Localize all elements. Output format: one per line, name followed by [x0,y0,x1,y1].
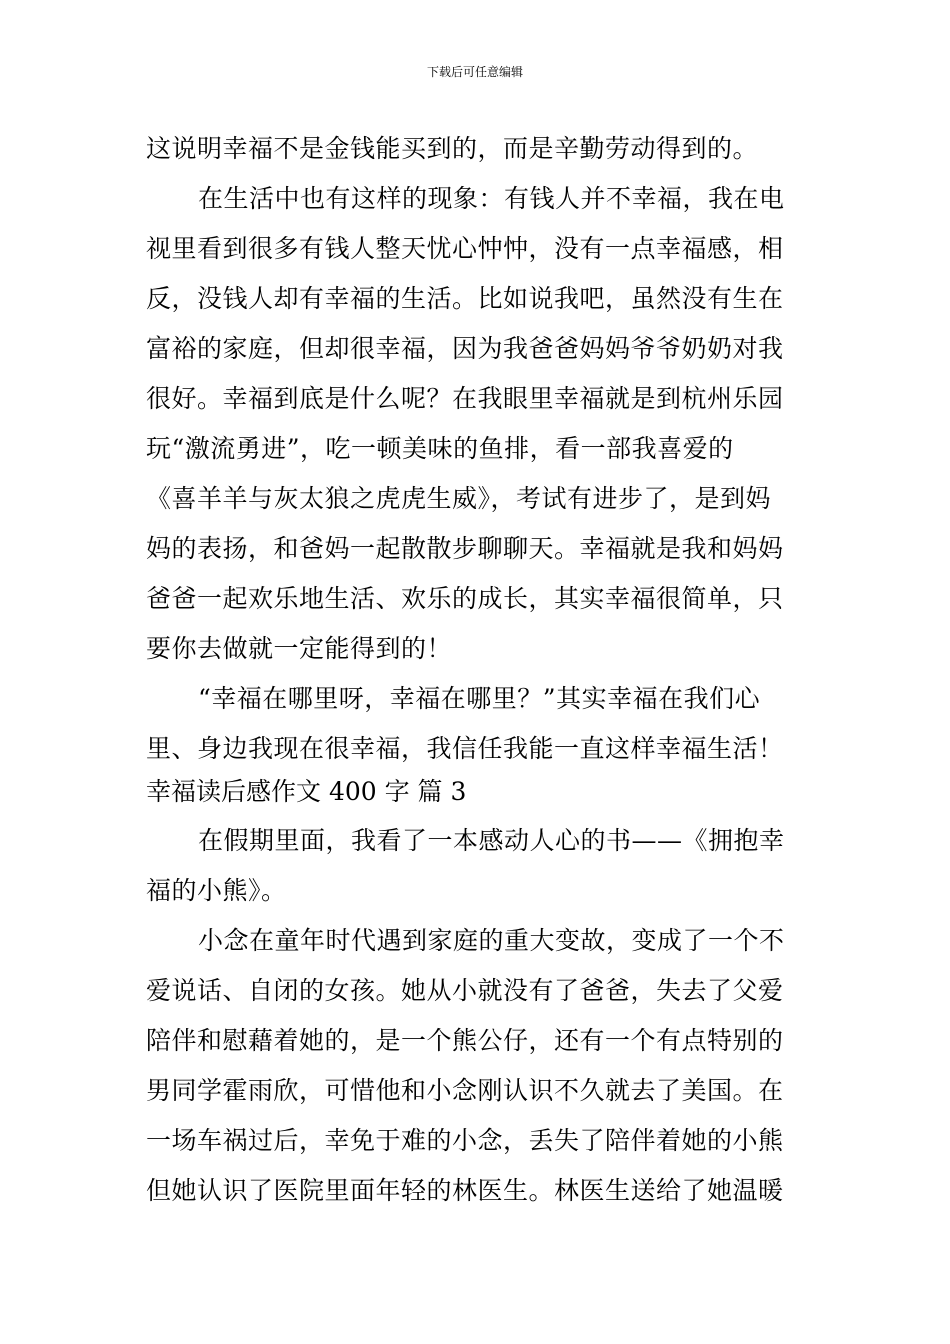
paragraph-line: 陪伴和慰藉着她的，是一个熊公仔，还有一个有点特别的 [146,1026,784,1055]
paragraph-line: 《喜羊羊与灰太狼之虎虎生威》，考试有进步了，是到妈 [146,484,772,513]
paragraph-line: 福的小熊》。 [146,876,287,905]
paragraph-line: 但她认识了医院里面年轻的林医生。林医生送给了她温暖 [146,1176,784,1205]
paragraph-line: 爱说话、自闭的女孩。她从小就没有了爸爸，失去了父爱 [146,976,784,1005]
paragraph-line: 小念在童年时代遇到家庭的重大变故，变成了一个不 [198,926,785,955]
paragraph-line: 要你去做就一定能得到的！ [146,634,453,663]
paragraph-line: 里、身边我现在很幸福，我信任我能一直这样幸福生活！ [146,734,784,763]
paragraph-line: 很好。幸福到底是什么呢？在我眼里幸福就是到杭州乐园 [146,384,784,413]
section-title: 幸福读后感作文 400 字 篇 3 [146,777,467,806]
paragraph-line: 玩“激流勇进”，吃一顿美味的鱼排，看一部我喜爱的 [146,434,734,463]
paragraph-line: “幸福在哪里呀，幸福在哪里？”其实幸福在我们心 [198,684,761,713]
paragraph-line: 男同学霍雨欣，可惜他和小念刚认识不久就去了美国。在 [146,1076,784,1105]
paragraph-line: 反，没钱人却有幸福的生活。比如说我吧，虽然没有生在 [146,284,784,313]
paragraph-line: 一场车祸过后，幸免于难的小念，丢失了陪伴着她的小熊 [146,1126,784,1155]
paragraph-line: 妈的表扬，和爸妈一起散散步聊聊天。幸福就是我和妈妈 [146,534,784,563]
paragraph-line: 富裕的家庭，但却很幸福，因为我爸爸妈妈爷爷奶奶对我 [146,334,784,363]
document-body [146,124,810,1216]
paragraph-line: 视里看到很多有钱人整天忧心忡忡，没有一点幸福感，相 [146,234,784,263]
page-header: 下载后可任意编辑 [426,65,523,79]
paragraph-line: 这说明幸福不是金钱能买到的，而是辛勤劳动得到的。 [146,134,759,163]
paragraph-line: 在假期里面，我看了一本感动人心的书——《拥抱幸 [198,826,785,855]
paragraph-line: 在生活中也有这样的现象：有钱人并不幸福，我在电 [198,184,785,213]
paragraph-line: 爸爸一起欢乐地生活、欢乐的成长，其实幸福很简单，只 [146,584,784,613]
